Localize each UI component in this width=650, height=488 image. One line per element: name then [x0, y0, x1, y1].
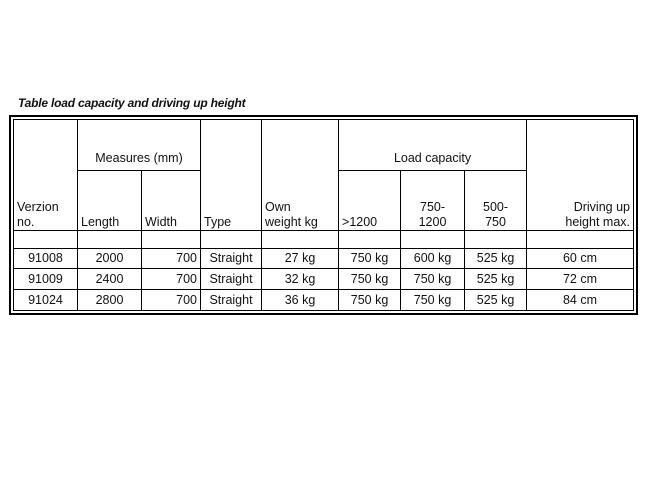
header-500-750: [465, 170, 527, 230]
header-empty: [262, 120, 339, 171]
cell-weight: 32 kg: [262, 269, 339, 290]
spacer-cell: [262, 231, 339, 249]
cell-750-1200: 750 kg: [401, 269, 465, 290]
cell-length: 2400: [78, 269, 142, 290]
spacer-cell: [465, 231, 527, 249]
cell-width: 700: [142, 248, 201, 269]
spacer-cell: [527, 231, 634, 249]
header-750-1200-line1: 750-: [420, 200, 446, 215]
header-driving-line1: Driving up: [573, 200, 630, 215]
cell-height: 60 cm: [527, 248, 634, 269]
spacer-cell: [142, 231, 201, 249]
header-own: Own: [265, 200, 291, 215]
cell-height: 84 cm: [527, 290, 634, 311]
header-500-750-line2: 750: [485, 215, 506, 230]
header-width: Width: [142, 170, 201, 230]
header-empty: [527, 120, 634, 171]
header-no: no.: [17, 215, 35, 230]
cell-500-750: 525 kg: [465, 290, 527, 311]
header-row-1: [14, 120, 634, 171]
cell-length: 2000: [78, 248, 142, 269]
cell-750-1200: 750 kg: [401, 290, 465, 311]
header-driving-up-height: [527, 170, 634, 230]
table-row: [14, 269, 634, 290]
spacer-cell: [78, 231, 142, 249]
cell-weight: 27 kg: [262, 248, 339, 269]
table-row: [14, 248, 634, 269]
cell-750-1200: 600 kg: [401, 248, 465, 269]
header-row-2: [14, 170, 634, 230]
cell-500-750: 525 kg: [465, 248, 527, 269]
cell-length: 2800: [78, 290, 142, 311]
cell-width: 700: [142, 290, 201, 311]
spacer-cell: [401, 231, 465, 249]
header-gt1200: >1200: [339, 170, 401, 230]
cell-no: 91008: [14, 248, 78, 269]
load-capacity-table-frame: [9, 115, 638, 315]
header-verzion-no: [14, 170, 78, 230]
spacer-cell: [201, 231, 262, 249]
header-750-1200-line2: 1200: [418, 215, 447, 230]
spacer-cell: [14, 231, 78, 249]
cell-gt1200: 750 kg: [339, 269, 401, 290]
header-weight-kg: weight kg: [265, 215, 318, 230]
cell-width: 700: [142, 269, 201, 290]
cell-type: Straight: [201, 290, 262, 311]
cell-no: 91024: [14, 290, 78, 311]
header-load-capacity: Load capacity: [339, 120, 527, 171]
header-500-750-line1: 500-: [483, 200, 509, 215]
header-measures: Measures (mm): [78, 120, 201, 171]
cell-500-750: 525 kg: [465, 269, 527, 290]
header-type: Type: [201, 170, 262, 230]
spacer-cell: [339, 231, 401, 249]
header-length: Length: [78, 170, 142, 230]
table-row: [14, 290, 634, 311]
header-750-1200: [401, 170, 465, 230]
header-driving-line2: height max.: [565, 215, 630, 230]
cell-height: 72 cm: [527, 269, 634, 290]
cell-weight: 36 kg: [262, 290, 339, 311]
cell-type: Straight: [201, 248, 262, 269]
cell-no: 91009: [14, 269, 78, 290]
header-empty: [14, 120, 78, 171]
spacer-row: [14, 231, 634, 249]
table-title: Table load capacity and driving up height: [18, 96, 246, 110]
header-verzion: Verzion: [17, 200, 59, 215]
cell-gt1200: 750 kg: [339, 248, 401, 269]
load-capacity-table: [13, 119, 634, 311]
header-empty: [201, 120, 262, 171]
cell-type: Straight: [201, 269, 262, 290]
cell-gt1200: 750 kg: [339, 290, 401, 311]
header-own-weight: [262, 170, 339, 230]
